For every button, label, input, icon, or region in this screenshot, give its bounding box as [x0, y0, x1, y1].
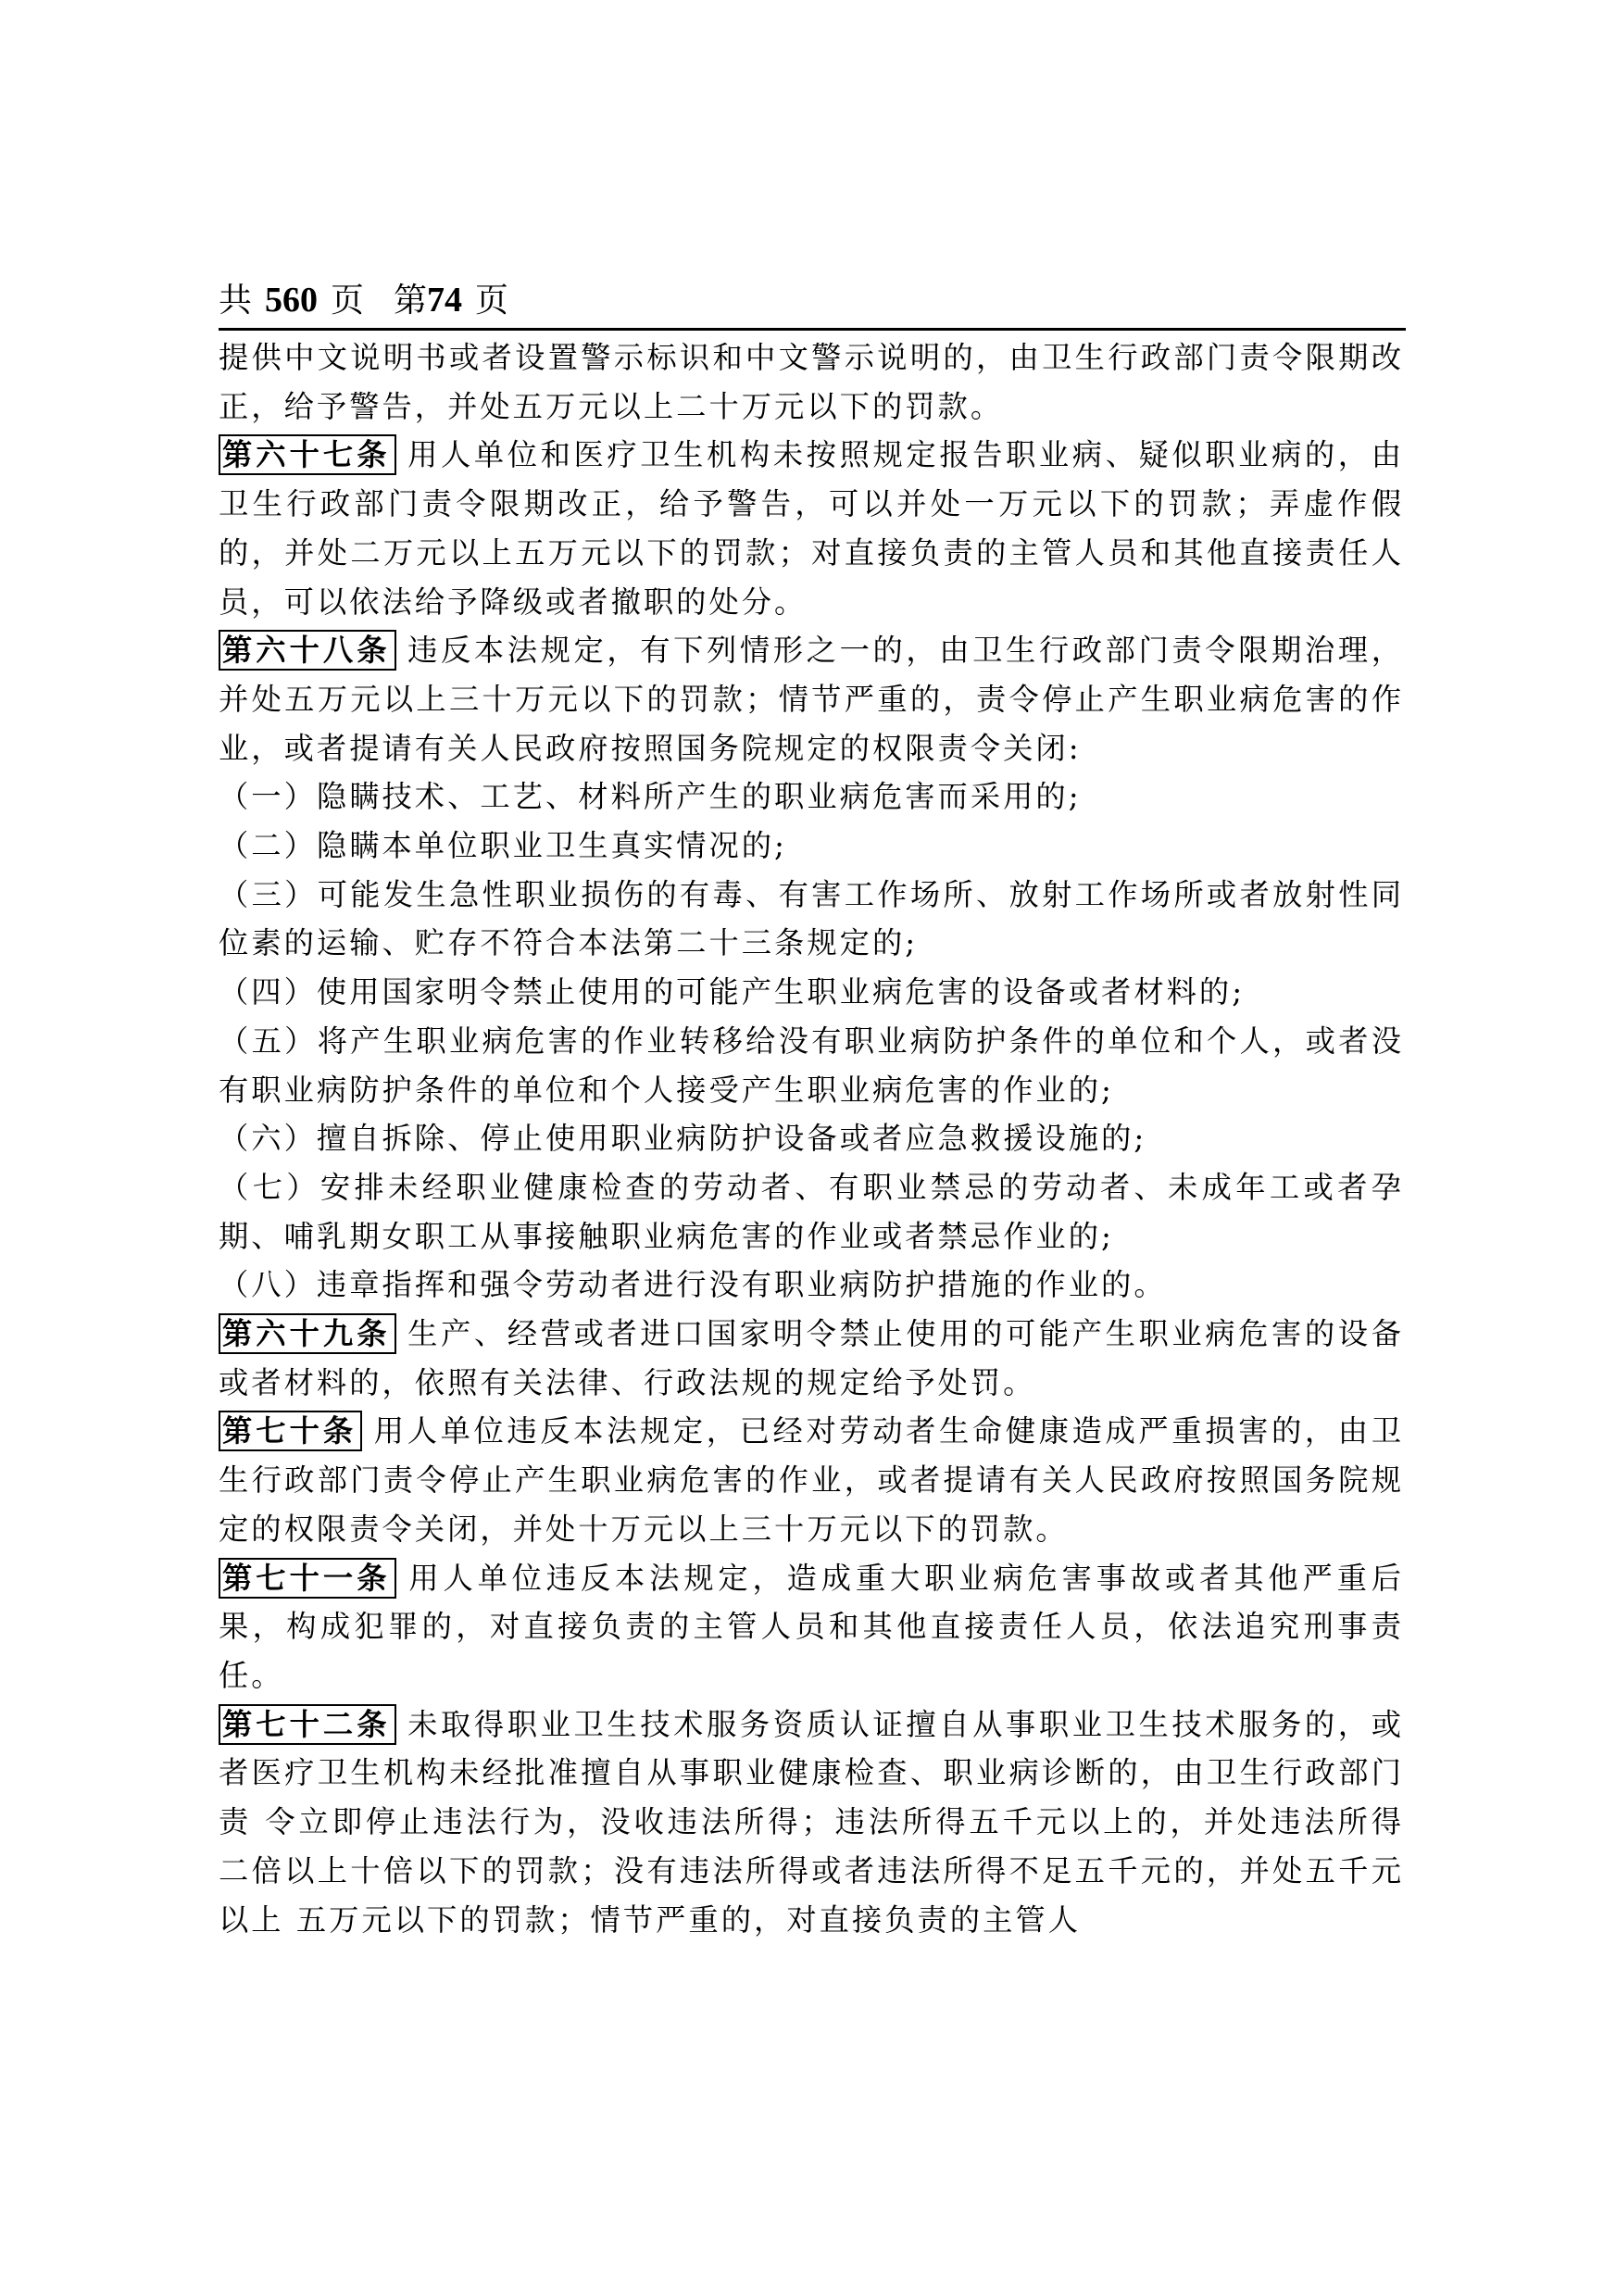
- article-68-item-2: （二）隐瞒本单位职业卫生真实情况的;: [219, 828, 787, 864]
- document-body: [219, 333, 1404, 1944]
- article-68-label: 第六十八条: [219, 630, 396, 671]
- article-68-item-4: （四）使用国家明令禁止使用的可能产生职业病危害的设备或者材料的;: [219, 974, 1246, 1010]
- article-71-text: 用人单位违反本法规定，造成重大职业病危害事故或者其他严重后果，构成犯罪的，对直接负责的主管人员和其他直接责任人员，依法追究刑事责任。: [219, 1560, 1404, 1693]
- article-72-label: 第七十二条: [219, 1704, 396, 1745]
- article-69-text: 生产、经营或者进口国家明令禁止使用的可能产生职业病危害的设备或者材料的，依照有关法律、行政法规的规定给予处罚。: [219, 1316, 1404, 1400]
- article-70: [219, 1407, 1404, 1553]
- article-70-label: 第七十条: [219, 1411, 362, 1451]
- article-72-text: 未取得职业卫生技术服务资质认证擅自从事职业卫生技术服务的，或者医疗卫生机构未经批准擅自从事职业健康检查、职业病诊断的，由卫生行政部门责 令立即停止违法行为，没收违法所得；违法所得五千元以上的，并处违法所得二倍以上十倍以下的罚款；没有违法所得或者违法所得不足五千元的，并处五千元以上 五万元以下的罚款；情节严重的，对直接负责的主管人: [219, 1706, 1404, 1938]
- article-71-label: 第七十一条: [219, 1558, 396, 1599]
- page-header: [219, 274, 1406, 331]
- article-68-text: 违反本法规定，有下列情形之一的，由卫生行政部门责令限期治理，并处五万元以上三十万元以下的罚款；情节严重的，责令停止产生职业病危害的作业，或者提请有关人民政府按照国务院规定的权限责令关闭:: [219, 633, 1404, 766]
- article-68-item-7: （七）安排未经职业健康检查的劳动者、有职业禁忌的劳动者、未成年工或者孕期、哺乳期女职工从事接触职业病危害的作业或者禁忌作业的;: [219, 1169, 1404, 1254]
- article-70-text: 用人单位违反本法规定，已经对劳动者生命健康造成严重损害的，由卫生行政部门责令停止产生职业病危害的作业，或者提请有关人民政府按照国务院规定的权限责令关闭，并处十万元以上三十万元以下的罚款。: [219, 1413, 1404, 1547]
- total-pages-prefix: 共: [219, 282, 253, 320]
- article-67: [219, 431, 1404, 626]
- article-72: [219, 1700, 1404, 1945]
- total-pages-count: 560: [265, 281, 319, 320]
- article-67-label: 第六十七条: [219, 434, 396, 475]
- article-67-text: 用人单位和医疗卫生机构未按照规定报告职业病、疑似职业病的，由卫生行政部门责令限期改正，给予警告，可以并处一万元以下的罚款；弄虚作假的，并处二万元以上五万元以下的罚款；对直接负责的主管人员和其他直接责任人员，可以依法给予降级或者撤职的处分。: [219, 437, 1404, 620]
- article-68-item-8: （八）违章指挥和强令劳动者进行没有职业病防护措施的作业的。: [219, 1267, 1167, 1303]
- article-68-item-5: （五）将产生职业病危害的作业转移给没有职业病防护条件的单位和个人，或者没有职业病防护条件的单位和个人接受产生职业病危害的作业的;: [219, 1023, 1404, 1108]
- current-page-suffix: 页: [475, 282, 509, 320]
- article-69: [219, 1310, 1404, 1407]
- article-68-item-1: （一）隐瞒技术、工艺、材料所产生的职业病危害而采用的;: [219, 779, 1082, 815]
- article-71: [219, 1554, 1404, 1700]
- article-69-label: 第六十九条: [219, 1313, 396, 1354]
- article-68-item-3: （三）可能发生急性职业损伤的有毒、有害工作场所、放射工作场所或者放射性同位素的运输、贮存不符合本法第二十三条规定的;: [219, 876, 1404, 961]
- continued-paragraph: 提供中文说明书或者设置警示标识和中文警示说明的，由卫生行政部门责令限期改正，给予警告，并处五万元以上二十万元以下的罚款。: [219, 340, 1404, 424]
- article-68: [219, 626, 1404, 772]
- total-pages-suffix: 页: [331, 282, 365, 320]
- current-page-number: 74: [427, 281, 463, 320]
- article-68-item-6: （六）擅自拆除、停止使用职业病防护设备或者应急救援设施的;: [219, 1121, 1147, 1157]
- current-page-prefix: 第: [394, 282, 428, 320]
